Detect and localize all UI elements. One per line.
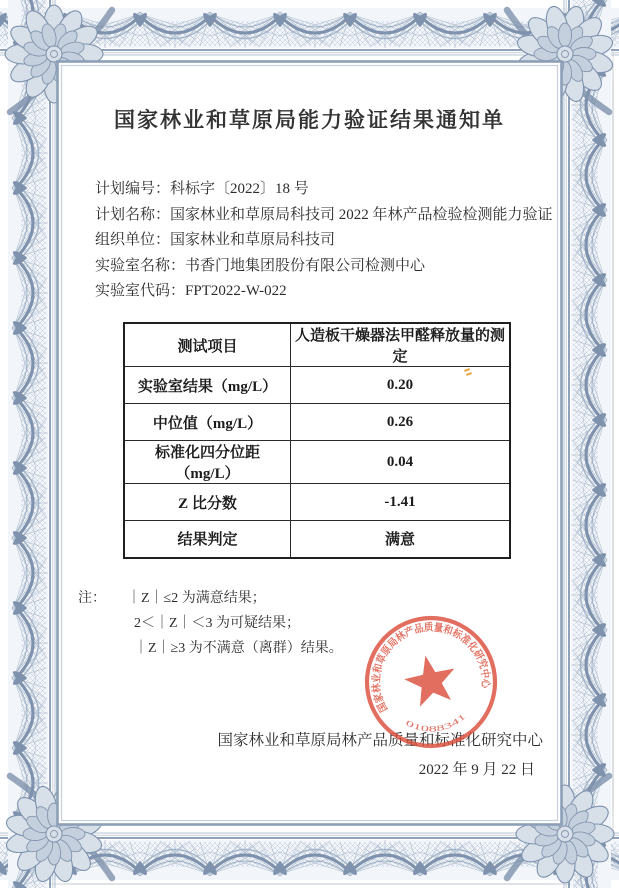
plan-number-line: 计划编号：科标字〔2022〕18 号: [95, 181, 309, 197]
laboratory-name-line: 实验室名称：书香门地集团股份有限公司检测中心: [95, 257, 426, 274]
table-row: [124, 521, 510, 558]
page-title: 国家林业和草原局能力验证结果通知单: [114, 108, 505, 132]
note-line: ｜Z｜≤2 为满意结果；: [127, 591, 266, 606]
table-header-item: 测试项目: [124, 323, 291, 367]
note-line: 2＜｜Z｜＜3 为可疑结果；: [134, 616, 301, 631]
notes-label: 注：: [78, 591, 106, 606]
organizer-line: 组织单位：国家林业和草原局科技司: [95, 232, 336, 248]
seal-code-text: 01088341: [404, 714, 465, 734]
official-seal: [350, 601, 512, 763]
laboratory-code-line: 实验室代码：FPT2022-W-022: [95, 283, 287, 299]
seal-ring-text: 国家林业和草原局林产品质量和标准化研究中心: [371, 622, 491, 714]
info-block: [95, 177, 553, 305]
plan-name-line: 计划名称：国家林业和草原局科技司 2022 年林产品检验检测能力验证: [95, 206, 553, 223]
table-cell-value: 0.26: [291, 404, 511, 441]
issuing-organization: 国家林业和草原局林产品质量和标准化研究中心: [217, 732, 543, 749]
table-cell-label: 中位值（mg/L）: [124, 404, 291, 441]
table-cell-label: 实验室结果（mg/L）: [124, 367, 291, 404]
notes-lines: [127, 586, 343, 661]
table-cell-label: 标准化四分位距（mg/L）: [124, 441, 291, 484]
table-cell-value: -1.41: [291, 484, 511, 521]
table-cell-value: 满意: [291, 521, 511, 558]
table-cell-value: 0.20: [291, 367, 511, 404]
table-row: [124, 441, 510, 484]
issue-date: 2022 年 9 月 22 日: [418, 762, 535, 778]
table-cell-value: 0.04: [291, 441, 511, 484]
star-icon: [400, 650, 460, 708]
result-table: [123, 322, 511, 559]
pen-mark: [464, 369, 473, 376]
table-cell-label: 结果判定: [124, 521, 291, 558]
table-header-value: 人造板干燥器法甲醛释放量的测定: [291, 323, 511, 367]
note-line: ｜Z｜≥3 为不满意（离群）结果。: [134, 641, 343, 656]
svg-text:01088341: [403, 706, 470, 740]
table-row: [124, 484, 510, 521]
table-row: [124, 367, 510, 404]
table-row: [124, 323, 510, 367]
table-cell-label: Z 比分数: [124, 484, 291, 521]
table-row: [124, 404, 510, 441]
